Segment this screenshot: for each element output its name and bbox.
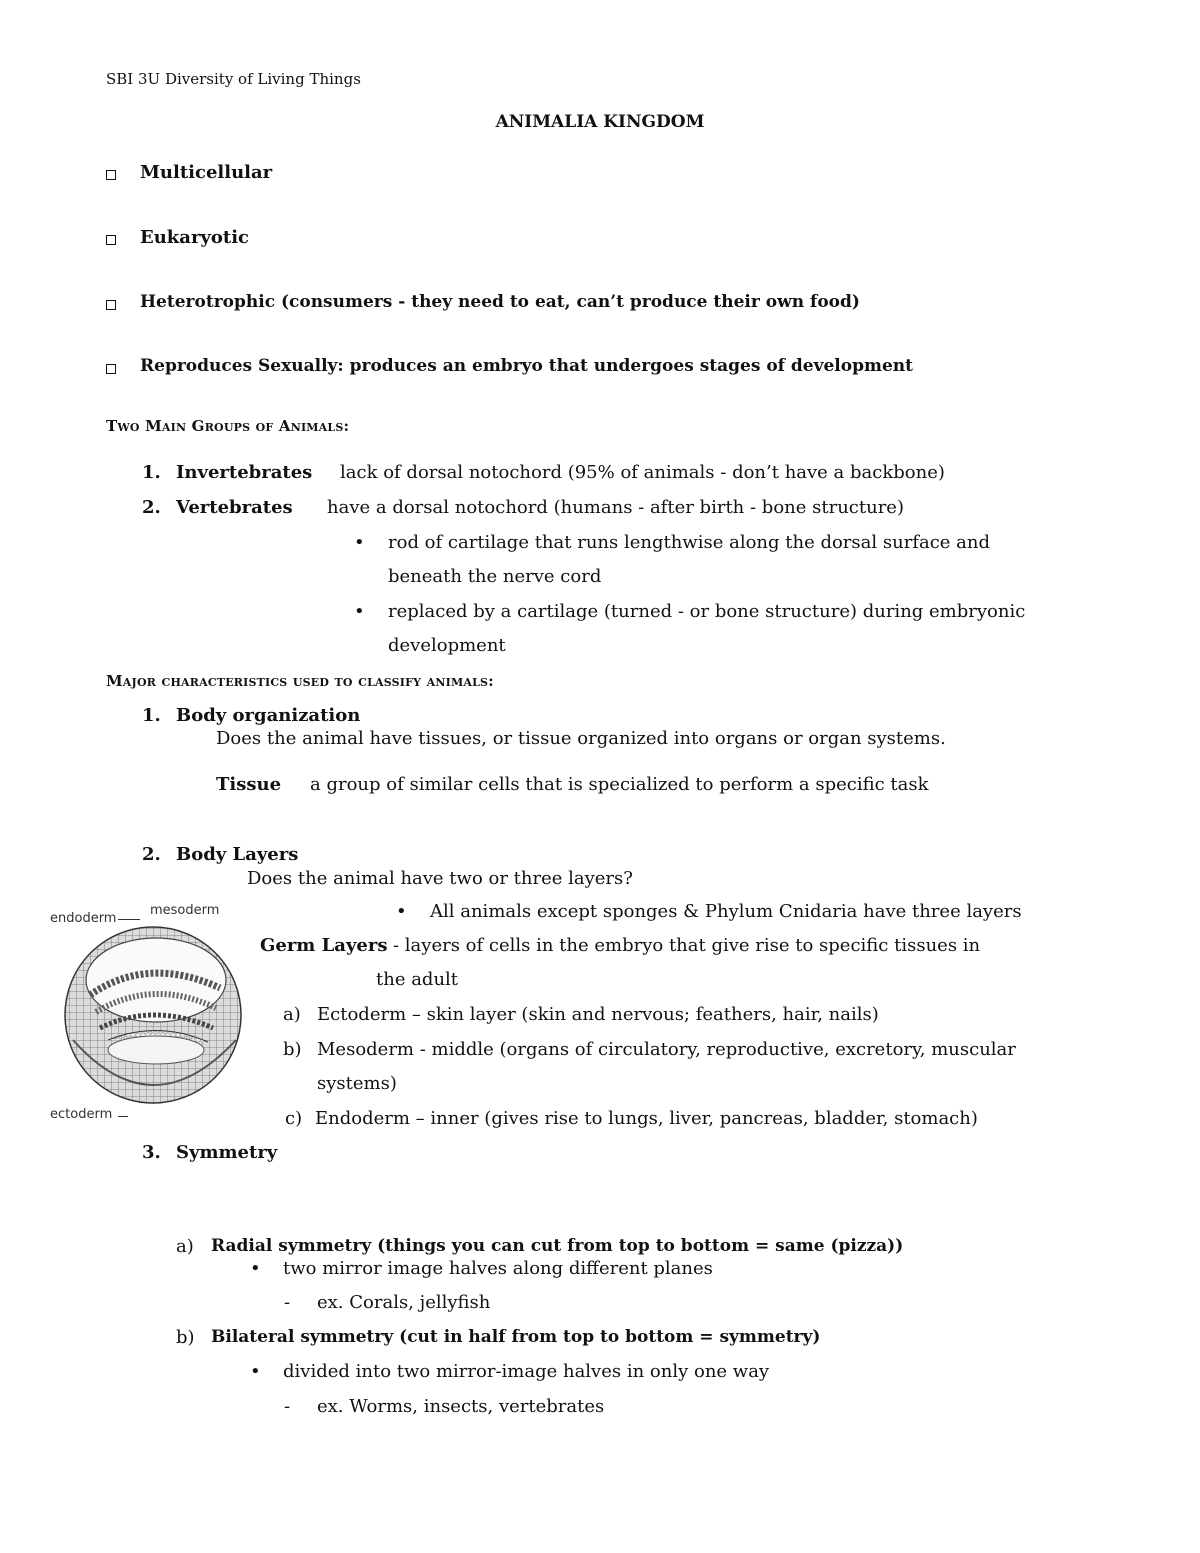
groups-heading: Two Main Groups of Animals: [106, 417, 350, 435]
definition-text: - layers of cells in the embryo that give rise to specific tissues in [393, 935, 981, 956]
checkbox-icon [106, 364, 116, 374]
dash-icon: - [284, 1396, 291, 1417]
germ-layer-item: Mesoderm - middle (organs of circulatory, reproductive, excretory, muscular [317, 1039, 1016, 1060]
example-text: ex. Corals, jellyfish [317, 1292, 491, 1313]
bullet-text-continued: beneath the nerve cord [388, 566, 602, 587]
checkbox-icon [106, 235, 116, 245]
section-title: Symmetry [176, 1142, 278, 1163]
checkbox-icon [106, 300, 116, 310]
section-question: Does the animal have tissues, or tissue organized into organs or organ systems. [216, 728, 946, 749]
list-label: a) [176, 1236, 194, 1257]
subsection-title: Bilateral symmetry (cut in half from top to bottom = symmetry) [211, 1327, 821, 1347]
bullet-icon: • [354, 532, 365, 553]
bullet-icon: • [396, 901, 407, 922]
bullet-icon: • [250, 1361, 261, 1382]
bullet-icon: • [250, 1258, 261, 1279]
germ-layer-item: Ectoderm – skin layer (skin and nervous; feathers, hair, nails) [317, 1004, 879, 1025]
embryo-cross-section-illustration [48, 900, 248, 1125]
section-question: Does the animal have two or three layers? [247, 868, 633, 889]
list-number: 1. [142, 705, 161, 726]
ectoderm-label: ectoderm [50, 1107, 113, 1122]
bullet-icon: • [354, 601, 365, 622]
group-description: have a dorsal notochord (humans - after birth - bone structure) [327, 497, 904, 518]
list-number: 2. [142, 844, 161, 865]
germ-layer-diagram [48, 900, 248, 1125]
document-header: SBI 3U Diversity of Living Things [106, 70, 361, 88]
page-title: ANIMALIA KINGDOM [495, 112, 705, 132]
section-title: Body Layers [176, 844, 299, 865]
bullet-text: divided into two mirror-image halves in only one way [283, 1361, 770, 1382]
classify-heading: Major characteristics used to classify animals: [106, 672, 494, 690]
list-number: 2. [142, 497, 161, 518]
section-title: Body organization [176, 705, 361, 726]
definition-text: a group of similar cells that is specialized to perform a specific task [310, 774, 929, 795]
list-label: b) [283, 1039, 302, 1060]
group-term: Invertebrates [176, 462, 313, 483]
list-label: a) [283, 1004, 301, 1025]
example-text: ex. Worms, insects, vertebrates [317, 1396, 605, 1417]
dash-icon: - [284, 1292, 291, 1313]
germ-layer-item: Endoderm – inner (gives rise to lungs, liver, pancreas, bladder, stomach) [315, 1108, 978, 1129]
bullet-text: All animals except sponges & Phylum Cnidaria have three layers [430, 901, 1022, 922]
group-description: lack of dorsal notochord (95% of animals - don’t have a backbone) [340, 462, 945, 483]
list-label: c) [285, 1108, 303, 1129]
subsection-title: Radial symmetry (things you can cut from top to bottom = same (pizza)) [211, 1236, 904, 1256]
bullet-text: two mirror image halves along different planes [283, 1258, 713, 1279]
label-leader-line [118, 919, 140, 920]
list-number: 3. [142, 1142, 161, 1163]
germ-layer-item-continued: systems) [317, 1073, 397, 1094]
label-leader-line [118, 1116, 128, 1117]
characteristic-item: Multicellular [140, 162, 273, 183]
bullet-text-continued: development [388, 635, 506, 656]
group-term: Vertebrates [176, 497, 293, 518]
list-number: 1. [142, 462, 161, 483]
definition-text-continued: the adult [376, 969, 459, 990]
list-label: b) [176, 1327, 195, 1348]
characteristic-item: Heterotrophic (consumers - they need to eat, can’t produce their own food) [140, 292, 860, 312]
definition-term: Germ Layers [260, 935, 388, 956]
checkbox-icon [106, 170, 116, 180]
bullet-text: rod of cartilage that runs lengthwise along the dorsal surface and [388, 532, 990, 553]
endoderm-label: endoderm [50, 911, 117, 926]
characteristic-item: Eukaryotic [140, 227, 250, 248]
mesoderm-label: mesoderm [150, 903, 220, 918]
characteristic-item: Reproduces Sexually: produces an embryo that undergoes stages of development [140, 356, 913, 376]
bullet-text: replaced by a cartilage (turned - or bone structure) during embryonic [388, 601, 1026, 622]
definition-term: Tissue [216, 774, 282, 795]
